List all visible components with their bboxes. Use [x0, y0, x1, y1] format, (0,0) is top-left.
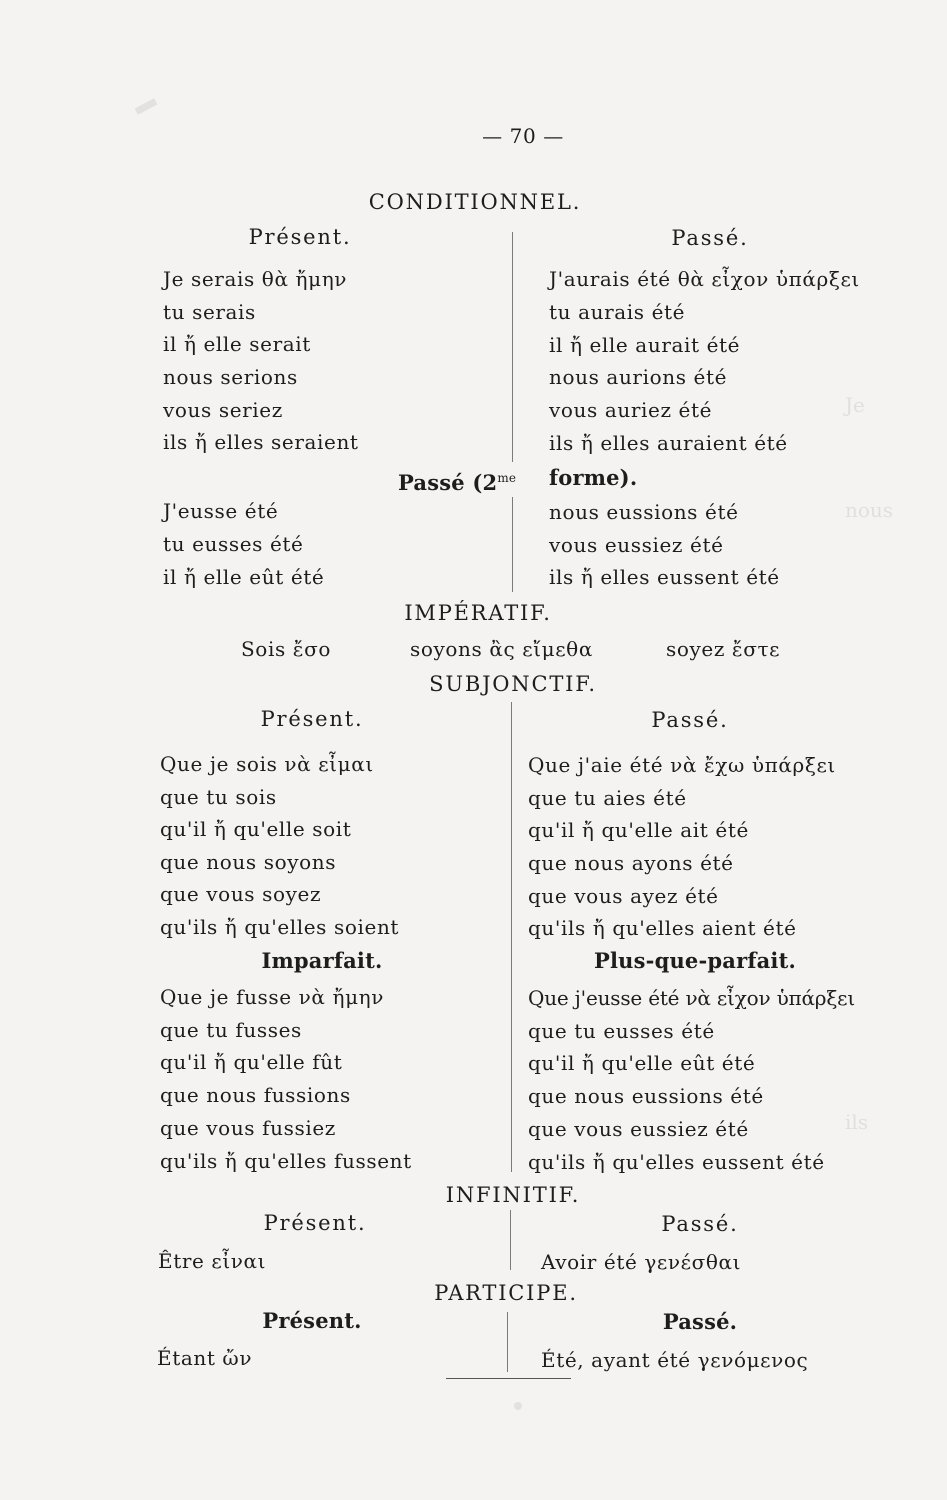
column-separator — [512, 232, 513, 462]
conjugation-line: que tu sois — [160, 785, 277, 809]
column-separator — [507, 1312, 508, 1372]
conditionnel-title: CONDITIONNEL. — [368, 190, 582, 214]
infinitif-present: Être εἶναι — [158, 1249, 267, 1273]
conjugation-line: que nous fussions — [160, 1083, 351, 1107]
conjugation-line: qu'il ἤ qu'elle ait été — [528, 818, 749, 842]
conjugation-line: tu serais — [163, 300, 256, 324]
participe-present: Étant ὤν — [157, 1346, 253, 1370]
imperatif-form: soyez ἔστε — [666, 637, 781, 661]
conjugation-line: vous eussiez été — [549, 533, 724, 557]
conjugation-line: il ἤ elle aurait été — [549, 333, 741, 357]
infinitif-title: INFINITIF. — [445, 1183, 581, 1207]
conjugation-line: nous serions — [163, 365, 298, 389]
ink-smudge — [135, 98, 158, 115]
imperatif-title: IMPÉRATIF. — [404, 601, 552, 625]
conjugation-line: Que je sois νὰ εἶμαι — [160, 752, 374, 776]
conjugation-line: nous aurions été — [549, 365, 728, 389]
passe2-heading-superscript: me — [497, 471, 517, 485]
conjugation-line: tu aurais été — [549, 300, 686, 324]
conditionnel-passe-heading: Passé. — [671, 226, 749, 250]
conjugation-line: qu'il ἤ qu'elle soit — [160, 817, 352, 841]
passe2-heading-text: Passé (2 — [398, 470, 498, 495]
participe-passe: Été, ayant été γενόμενος — [541, 1348, 809, 1372]
infinitif-passe: Avoir été γενέσθαι — [541, 1250, 742, 1274]
show-through-text: nous — [845, 498, 894, 522]
subjonctif-imparfait-heading: Imparfait. — [261, 948, 383, 973]
conditionnel-passe2-heading-end: forme). — [549, 465, 638, 490]
show-through-text: ils — [845, 1110, 869, 1134]
conjugation-line: ils ἤ elles eussent été — [549, 565, 780, 589]
column-separator — [512, 497, 513, 592]
conjugation-line: que vous soyez — [160, 882, 322, 906]
column-separator — [511, 702, 512, 1172]
subjonctif-plusqueparfait-heading: Plus-que-parfait. — [594, 948, 796, 973]
conjugation-line: Que je fusse νὰ ἤμην — [160, 985, 385, 1009]
subjonctif-present-heading: Présent. — [260, 707, 364, 731]
participe-present-heading: Présent. — [262, 1308, 362, 1333]
conjugation-line: qu'il ἤ qu'elle fût — [160, 1050, 343, 1074]
subjonctif-title: SUBJONCTIF. — [429, 672, 597, 696]
conjugation-line: que tu fusses — [160, 1018, 302, 1042]
participe-passe-heading: Passé. — [662, 1309, 738, 1334]
conjugation-line: vous auriez été — [549, 398, 713, 422]
conjugation-line: ils ἤ elles seraient — [163, 430, 359, 454]
conjugation-line: que vous fussiez — [160, 1116, 336, 1140]
conjugation-line: Que j'aie été νὰ ἔχω ὑπάρξει — [528, 753, 836, 777]
imperatif-form: Sois ἔσο — [241, 637, 331, 661]
conjugation-line: il ἤ elle serait — [163, 332, 311, 356]
conditionnel-present-heading: Présent. — [248, 225, 352, 249]
conjugation-line: ils ἤ elles auraient été — [549, 431, 788, 455]
conjugation-line: qu'ils ἤ qu'elles eussent été — [528, 1150, 825, 1174]
conjugation-line: que nous eussions été — [528, 1084, 764, 1108]
conditionnel-passe2-heading — [398, 466, 516, 495]
conjugation-line: qu'ils ἤ qu'elles aient été — [528, 916, 797, 940]
conjugation-line: que vous eussiez été — [528, 1117, 749, 1141]
conjugation-line: J'eusse été — [163, 499, 279, 523]
ink-smudge — [514, 1402, 522, 1410]
conjugation-line: nous eussions été — [549, 500, 739, 524]
conjugation-line: qu'il ἤ qu'elle eût été — [528, 1051, 756, 1075]
infinitif-passe-heading: Passé. — [661, 1212, 739, 1236]
conjugation-line: Que j'eusse été νὰ εἶχον ὑπάρξει — [528, 986, 855, 1010]
imperatif-form: soyons ἂς εἴμεθα — [410, 637, 593, 661]
conjugation-line: qu'ils ἤ qu'elles fussent — [160, 1149, 412, 1173]
conjugation-line: qu'ils ἤ qu'elles soient — [160, 915, 400, 939]
conjugation-line: vous seriez — [163, 398, 283, 422]
closing-rule — [446, 1378, 571, 1379]
conjugation-line: que vous ayez été — [528, 884, 719, 908]
subjonctif-passe-heading: Passé. — [651, 708, 729, 732]
column-separator — [510, 1210, 511, 1270]
conjugation-line: que nous soyons — [160, 850, 337, 874]
participe-title: PARTICIPE. — [434, 1281, 578, 1305]
conjugation-line: J'aurais été θὰ εἶχον ὑπάρξει — [549, 267, 860, 291]
conjugation-line: que tu eusses été — [528, 1019, 715, 1043]
conjugation-line: que tu aies été — [528, 786, 687, 810]
page-number: — 70 — — [482, 124, 564, 148]
show-through-text: Je — [845, 393, 865, 417]
conjugation-line: il ἤ elle eût été — [163, 565, 325, 589]
conjugation-line: tu eusses été — [163, 532, 304, 556]
conjugation-line: Je serais θὰ ἤμην — [163, 267, 348, 291]
conjugation-line: que nous ayons été — [528, 851, 734, 875]
infinitif-present-heading: Présent. — [263, 1211, 367, 1235]
